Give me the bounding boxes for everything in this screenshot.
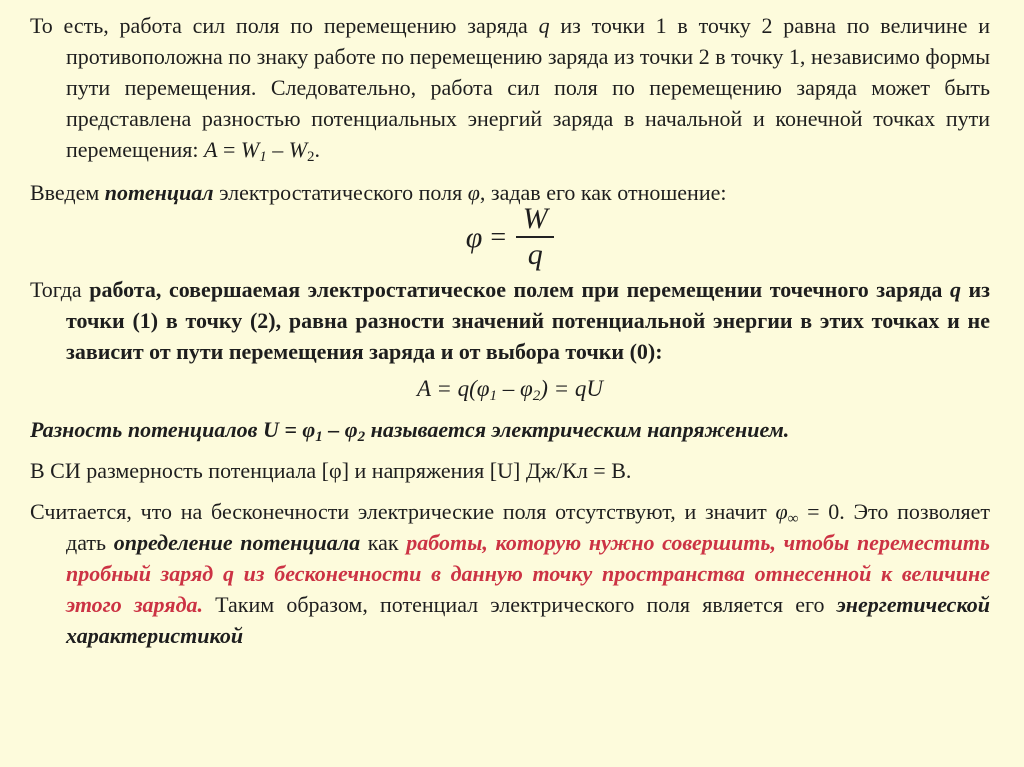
- infinity-sub: ∞: [787, 511, 799, 527]
- formula-part: – φ: [497, 376, 533, 401]
- formula-sub2: 2: [307, 149, 315, 165]
- formula-w2: W: [288, 137, 308, 162]
- sub: 2: [357, 429, 366, 445]
- text: Считается, что на бесконечности электрические поля отсутствуют, и значит: [30, 499, 776, 524]
- highlighted-definition: работы, которую нужно совершить, чтобы переместить пробный заряд q из бесконечности в данную точку пространства отнесенной к величине этого заряда.: [66, 530, 990, 617]
- term-potential: потенциал: [104, 180, 214, 205]
- paragraph-introduce-potential: [30, 177, 990, 208]
- paragraph-si-units: В СИ размерность потенциала [φ] и напряжения [U] Дж/Кл = В.: [30, 458, 632, 483]
- text: электростатического поля: [213, 180, 468, 205]
- text: Тогда: [30, 277, 90, 302]
- formula-part: ) = qU: [540, 376, 604, 401]
- potential-definition-formula: [30, 202, 990, 272]
- formula-w1: W: [240, 137, 260, 162]
- fraction-denominator: q: [527, 238, 543, 271]
- paragraph-work-statement: [30, 274, 990, 367]
- charge-symbol: q: [949, 277, 961, 302]
- paragraph-infinity: [30, 496, 990, 651]
- charge-symbol: q: [538, 13, 550, 38]
- text: Введем: [30, 180, 105, 205]
- formula-eq: =: [217, 137, 241, 162]
- formula-dot: .: [314, 137, 321, 162]
- formula-part: A = q(φ: [416, 376, 490, 401]
- formula-sub: 2: [532, 388, 541, 404]
- formula-sub: 1: [489, 388, 497, 404]
- formula-sub1: 1: [259, 149, 267, 165]
- text: То есть, работа сил поля по перемещению заряда: [30, 13, 539, 38]
- text: называется электрическим напряжением.: [365, 417, 790, 442]
- sub: 1: [315, 429, 323, 445]
- phi-symbol: φ: [467, 180, 480, 205]
- formula-equals: =: [490, 221, 507, 253]
- text: из точки 1 в точку 2 равна по величине и противоположна по знаку работе по перемещению заряда из точки 2 в точку 1, независимо формы пути перемещения. Следовательно, работа сил поля по перемещению заряда может быть представлена разностью потенциальных энергий заряда в начальной и конечной точках пути перемещения:: [66, 13, 991, 162]
- paragraph-work-equality: [30, 10, 990, 165]
- fraction: [516, 202, 554, 272]
- phi-symbol: φ: [775, 499, 788, 524]
- text: как: [360, 530, 407, 555]
- formula-work: A: [203, 137, 218, 162]
- paragraph-voltage-definition: [30, 414, 990, 445]
- text: Таким образом, потенциал электрического поля является его: [202, 592, 837, 617]
- text: – φ: [322, 417, 358, 442]
- text: Разность потенциалов U = φ: [30, 417, 316, 442]
- text: = 0. Это позволяет дать: [66, 499, 990, 555]
- text: , задав его как отношение:: [479, 180, 727, 205]
- bold-statement: работа, совершаемая электростатическое полем при перемещении точечного заряда: [89, 277, 950, 302]
- formula-minus: –: [266, 137, 289, 162]
- bold-statement: из точки (1) в точку (2), равна разности значений потенциальной энергии в этих точках и не зависит от пути перемещения заряда и от выбора точки (0):: [66, 277, 990, 364]
- term-energy-characteristic: энергетической характеристикой: [66, 592, 990, 648]
- work-formula: [30, 373, 990, 404]
- formula-phi: φ: [465, 220, 483, 254]
- fraction-numerator: W: [522, 202, 548, 235]
- term-potential-definition: определение потенциала: [113, 530, 361, 555]
